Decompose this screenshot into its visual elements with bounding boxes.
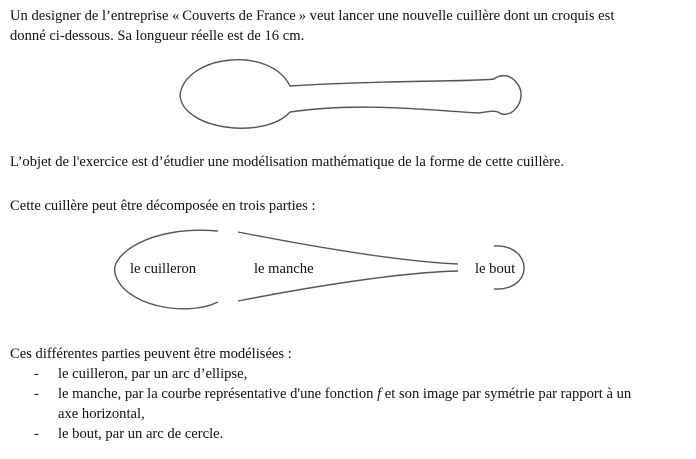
list-item-text-line2: axe horizontal, xyxy=(58,406,145,422)
bullet-dash: - xyxy=(34,366,39,382)
list-item-text: le manche, par la courbe représentative d'une fonction xyxy=(58,386,378,402)
list-item-text: le bout, par un arc de cercle. xyxy=(58,426,224,442)
list-item xyxy=(10,364,694,384)
decomposition-text: Cette cuillère peut être décomposée en trois parties : xyxy=(10,198,316,214)
bullet-dash: - xyxy=(34,386,39,402)
objective-text: L’objet de l'exercice est d’étudier une modélisation mathématique de la forme de cette cuillère. xyxy=(10,154,564,170)
intro-line-1: Un designer de l’entreprise « Couverts de France » veut lancer une nouvelle cuillère dont un croquis est xyxy=(10,8,615,24)
spoon-outline xyxy=(180,60,521,128)
function-symbol: f xyxy=(377,386,382,402)
label-handle: le manche xyxy=(254,261,314,277)
modeling-heading: Ces différentes parties peuvent être modélisées : xyxy=(10,346,292,362)
modeling-list xyxy=(10,364,694,444)
label-bowl: le cuilleron xyxy=(130,261,197,277)
list-item xyxy=(10,424,694,444)
list-item-text: le cuilleron, par un arc d’ellipse, xyxy=(58,366,248,382)
bullet-dash: - xyxy=(34,426,39,442)
list-item-text-cont: et son image par symétrie par rapport à un xyxy=(381,386,632,402)
list-item xyxy=(10,384,694,424)
intro-line-2: donné ci-dessous. Sa longueur réelle est de 16 cm. xyxy=(10,28,305,44)
label-tip: le bout xyxy=(475,261,516,277)
